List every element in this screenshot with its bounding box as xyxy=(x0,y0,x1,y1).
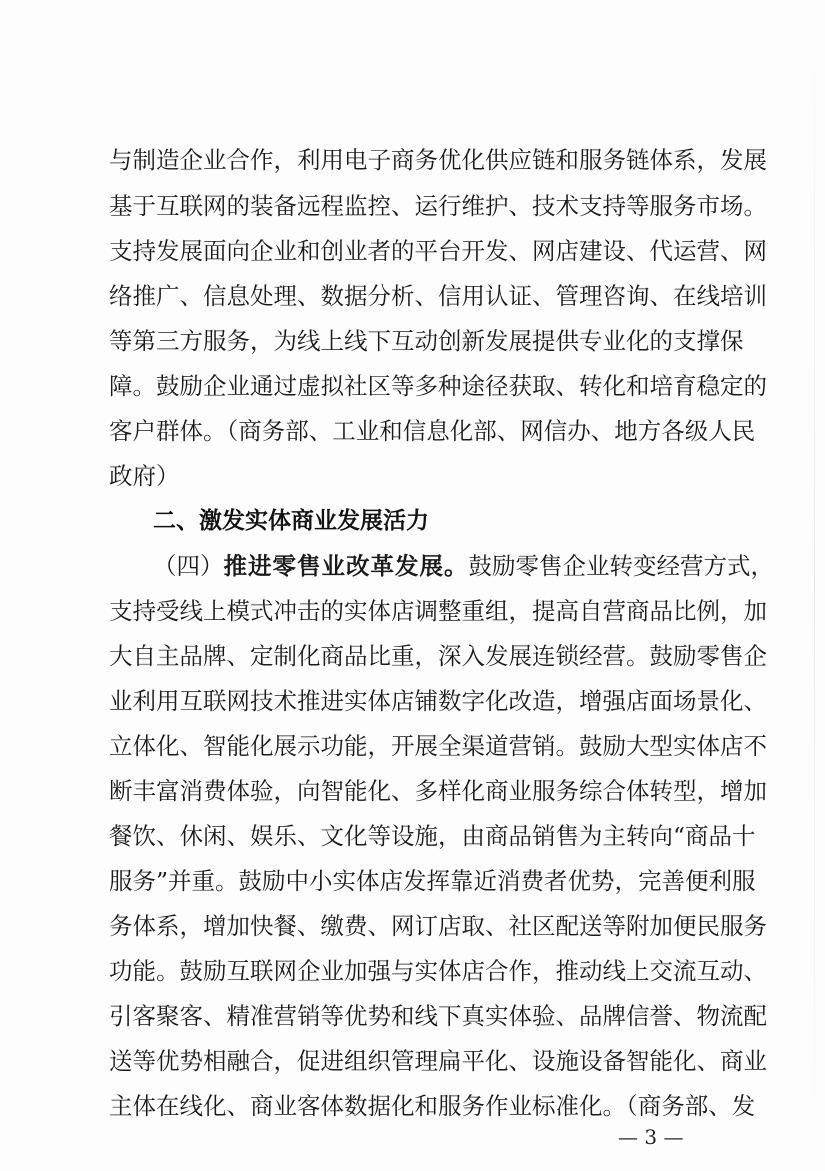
body-line: 务体系，增加快餐、缴费、网订店取、社区配送等附加便民服务 xyxy=(109,912,767,940)
subsection-first-line-text: 鼓励零售企业转变经营方式， xyxy=(468,552,774,580)
body-line: 立体化、智能化展示功能，开展全渠道营销。鼓励大型实体店不 xyxy=(109,732,767,760)
body-line: 支持受线上模式冲击的实体店调整重组，提高自营商品比例，加 xyxy=(109,597,767,625)
body-line: 支持发展面向企业和创业者的平台开发、网店建设、代运营、网 xyxy=(109,237,767,265)
body-line: 主体在线化、商业客体数据化和服务作业标准化。（商务部、发 xyxy=(109,1092,756,1120)
body-line: 餐饮、休闲、娱乐、文化等设施，由商品销售为主转向“商品十 xyxy=(109,822,756,850)
subsection-number: （四） xyxy=(153,552,224,580)
subsection-first-line xyxy=(153,552,774,580)
body-line: 送等优势相融合，促进组织管理扁平化、设施设备智能化、商业 xyxy=(109,1047,767,1075)
page-number: — 3 — xyxy=(618,1125,684,1149)
scan-edge-shadow xyxy=(814,0,815,1171)
body-line: 等第三方服务，为线上线下互动创新发展提供专业化的支撑保 xyxy=(109,327,744,355)
body-line: 大自主品牌、定制化商品比重，深入发展连锁经营。鼓励零售企 xyxy=(109,642,767,670)
section-heading: 二、激发实体商业发展活力 xyxy=(153,508,429,534)
body-line: 功能。鼓励互联网企业加强与实体店合作，推动线上交流互动、 xyxy=(109,957,767,985)
body-line: 与制造企业合作，利用电子商务优化供应链和服务链体系，发展 xyxy=(109,146,767,174)
body-line: 断丰富消费体验，向智能化、多样化商业服务综合体转型，增加 xyxy=(109,777,767,805)
body-line: 基于互联网的装备远程监控、运行维护、技术支持等服务市场。 xyxy=(109,192,767,220)
body-line: 服务”并重。鼓励中小实体店发挥靠近消费者优势，完善便利服 xyxy=(109,867,756,895)
body-line: 政府） xyxy=(109,462,180,490)
body-line: 引客聚客、精准营销等优势和线下真实体验、品牌信誉、物流配 xyxy=(109,1002,767,1030)
body-line: 络推广、信息处理、数据分析、信用认证、管理咨询、在线培训 xyxy=(109,282,767,310)
body-line: 业利用互联网技术推进实体店铺数字化改造，增强店面场景化、 xyxy=(109,687,767,715)
subsection-title: 推进零售业改革发展。 xyxy=(223,552,469,580)
body-line: 客户群体。（商务部、工业和信息化部、网信办、地方各级人民 xyxy=(109,417,756,445)
body-line: 障。鼓励企业通过虚拟社区等多种途径获取、转化和培育稳定的 xyxy=(109,372,767,400)
